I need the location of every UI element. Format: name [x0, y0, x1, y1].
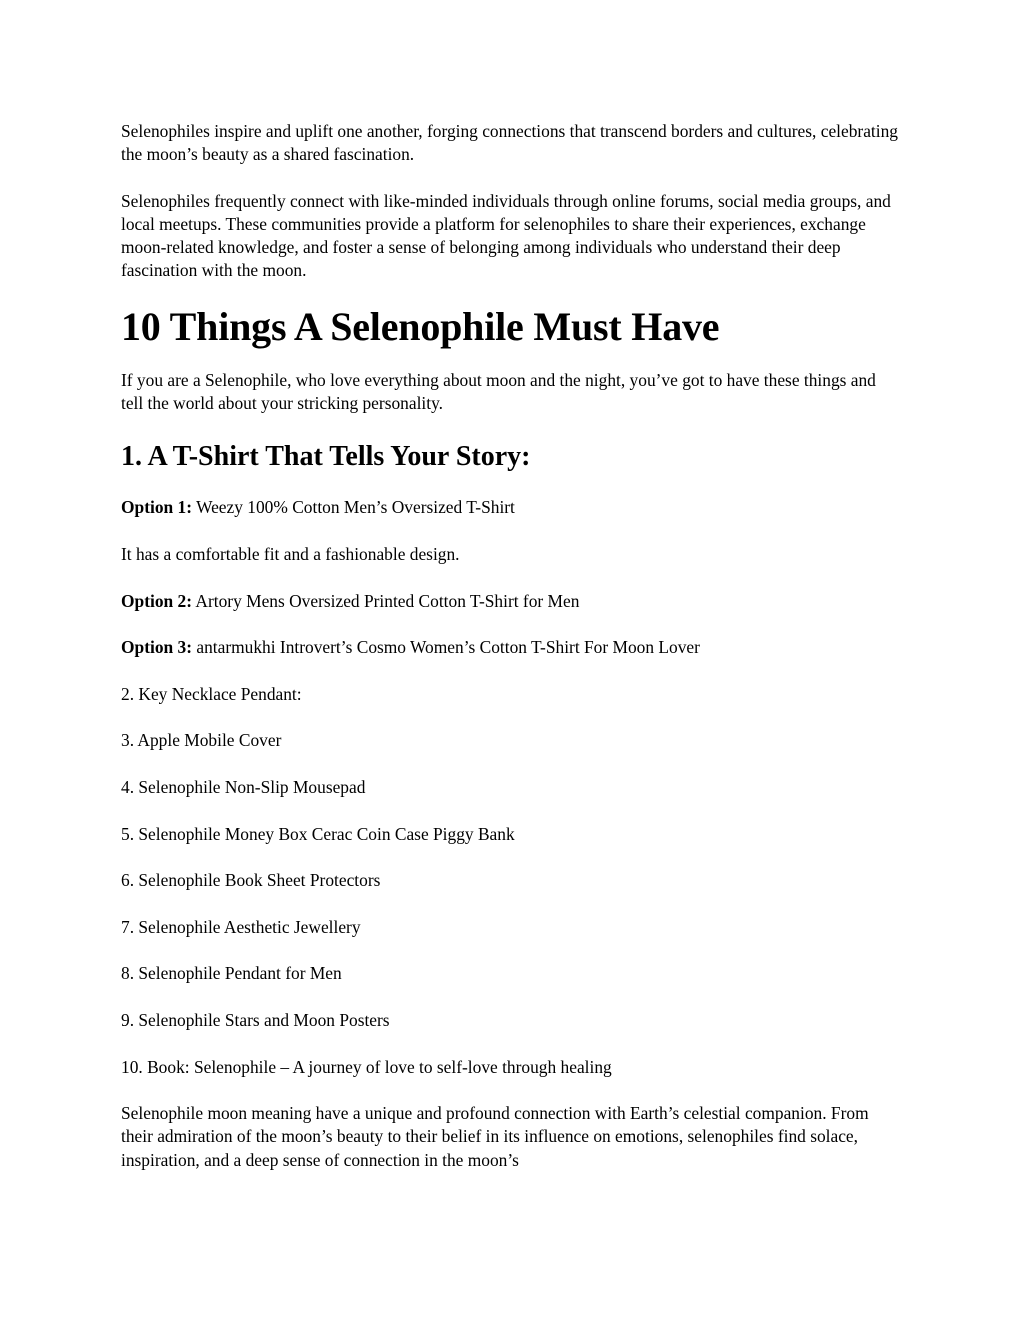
paragraph-online-forums: Selenophiles frequently connect with like-minded individuals through online forums, social media groups, and local meetups. These communities provide a platform for selenophiles to share their experiences, exchange moon-related knowledge, and foster a sense of belonging among individuals who understand their deep fascination with the moon.	[121, 190, 891, 281]
option-2	[121, 590, 901, 613]
option-2-text: Artory Mens Oversized Printed Cotton T-Shirt for Men	[192, 590, 580, 611]
list-item-6: 6. Selenophile Book Sheet Protectors	[121, 870, 381, 891]
option-1-text: Weezy 100% Cotton Men’s Oversized T-Shirt	[192, 497, 515, 518]
option-3-text: antarmukhi Introvert’s Cosmo Women’s Cotton T-Shirt For Moon Lover	[192, 637, 700, 658]
paragraph-intro: If you are a Selenophile, who love everything about moon and the night, you’ve got to have these things and tell the world about your stricking personality.	[121, 369, 876, 414]
list-item-4: 4. Selenophile Non-Slip Mousepad	[121, 776, 366, 797]
paragraph-community: Selenophiles inspire and uplift one another, forging connections that transcend borders and cultures, celebrating the moon’s beauty as a shared fascination.	[121, 121, 898, 165]
list-item-3: 3. Apple Mobile Cover	[121, 730, 282, 751]
list-item-8: 8. Selenophile Pendant for Men	[121, 963, 342, 984]
list-item-9: 9. Selenophile Stars and Moon Posters	[121, 1009, 390, 1030]
option-1	[121, 496, 901, 519]
list-item-5: 5. Selenophile Money Box Cerac Coin Case Piggy Bank	[121, 823, 515, 844]
list-item-10: 10. Book: Selenophile – A journey of love to self-love through healing	[121, 1056, 612, 1077]
document-page	[121, 120, 901, 1172]
paragraph-closing: Selenophile moon meaning have a unique and profound connection with Earth’s celestial companion. From their admiration of the moon’s beauty to their belief in its influence on emotions, selenophiles find solace, inspiration, and a deep sense of connection in the moon’s	[121, 1103, 869, 1170]
option-1-label: Option 1:	[121, 497, 193, 518]
option-3-label: Option 3:	[121, 637, 193, 658]
option-2-label: Option 2:	[121, 590, 193, 611]
option-3	[121, 636, 901, 659]
page-title: 10 Things A Selenophile Must Have	[121, 303, 720, 349]
section-heading-tshirt: 1. A T-Shirt That Tells Your Story:	[121, 441, 531, 473]
list-item-7: 7. Selenophile Aesthetic Jewellery	[121, 916, 361, 937]
list-item-2: 2. Key Necklace Pendant:	[121, 683, 302, 704]
option-1-note: It has a comfortable fit and a fashionable design.	[121, 543, 460, 564]
